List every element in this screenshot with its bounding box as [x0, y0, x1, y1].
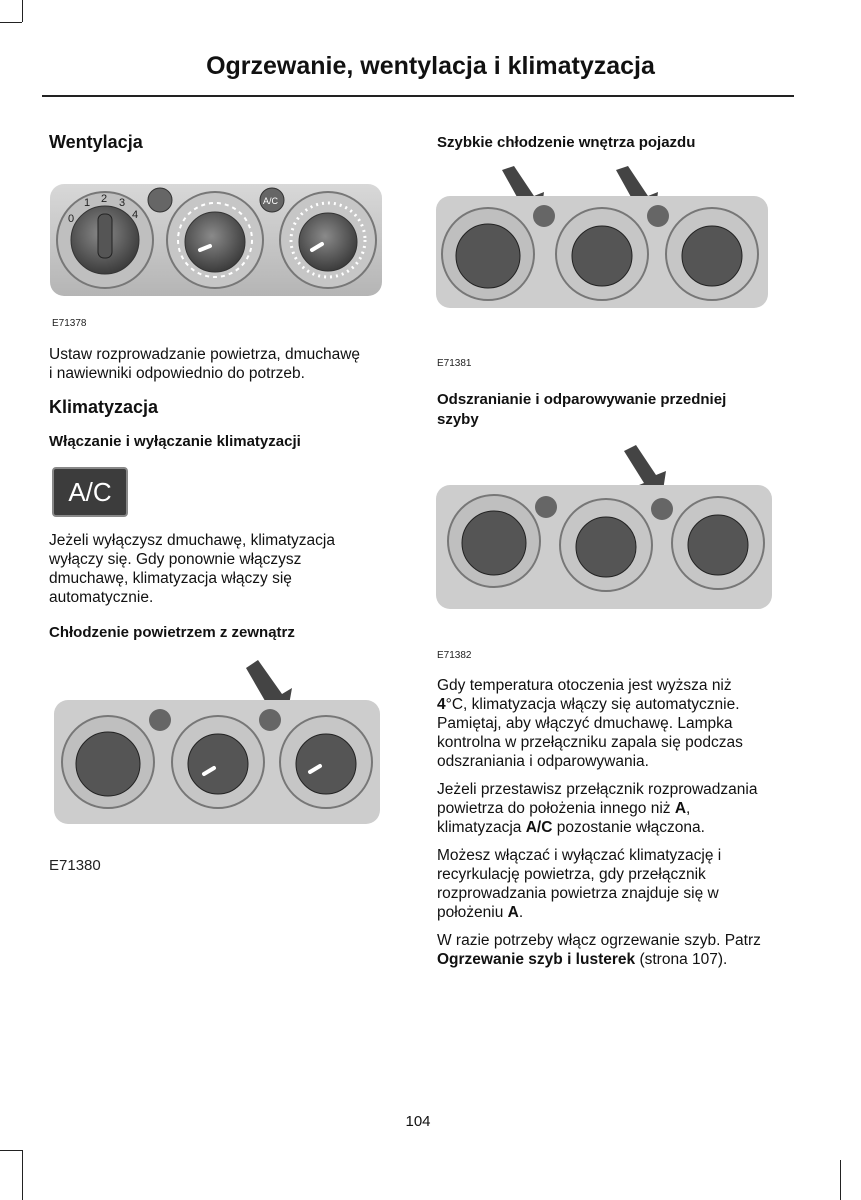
- text-line: recyrkulację powietrza, gdy przełącznik: [437, 866, 706, 883]
- text-line: Jeżeli wyłączysz dmuchawę, klimatyzacja: [49, 532, 335, 549]
- crop-mark: [0, 1150, 22, 1151]
- bold-text: A: [507, 904, 519, 921]
- paragraph-ventilation: [49, 345, 360, 383]
- text-line: [437, 950, 761, 969]
- subheading-outside-air: Chłodzenie powietrzem z zewnątrz: [49, 624, 295, 641]
- text-span: położeniu: [437, 904, 508, 921]
- text-line: W razie potrzeby włącz ogrzewanie szyb. Patrz: [437, 932, 761, 949]
- figure-id: E71378: [52, 318, 87, 329]
- paragraph-heating: [437, 931, 761, 969]
- crop-mark: [22, 0, 23, 22]
- heading-ac: Klimatyzacja: [49, 397, 159, 417]
- page-number: 104: [405, 1113, 431, 1130]
- ac-button-icon: A/C: [52, 467, 128, 517]
- text-line: odszraniania i odparowywania.: [437, 753, 649, 770]
- control-panel-figure-fast-cooling: [436, 166, 770, 312]
- paragraph-recirculation: [437, 846, 721, 922]
- text-line: [437, 818, 757, 837]
- text-line: wyłączy się. Gdy ponownie włączysz: [49, 551, 302, 568]
- crop-mark: [840, 1160, 841, 1200]
- bold-text: A: [674, 800, 687, 817]
- svg-text:2: 2: [101, 193, 108, 205]
- text-span: powietrza do położenia innego niż: [437, 800, 675, 817]
- text-line: Odszranianie i odparowywanie przedniej: [437, 391, 727, 408]
- subheading-defrost: [437, 390, 726, 430]
- text-line: kontrolna w przełączniku zapala się podczas: [437, 734, 743, 751]
- text-line: i nawiewniki odpowiednio do potrzeb.: [49, 365, 305, 382]
- text-span: klimatyzacja: [437, 819, 526, 836]
- heading-ventilation: Wentylacja: [49, 132, 143, 152]
- bold-text: A/C: [525, 819, 553, 836]
- text-span: °C, klimatyzacja włączy się automatycznie.: [445, 696, 740, 713]
- text-line: Możesz włączać i wyłączać klimatyzację i: [437, 847, 722, 864]
- air-distribution-knob: [280, 192, 376, 288]
- text-line: szyby: [437, 411, 479, 428]
- recirculation-button: [148, 188, 172, 212]
- page-title: Ogrzewanie, wentylacja i klimatyzacja: [206, 52, 655, 80]
- text-span: (strona 107).: [635, 951, 728, 968]
- svg-text:4: 4: [132, 209, 139, 221]
- text-line: dmuchawę, klimatyzacja włączy się: [49, 570, 292, 587]
- svg-text:0: 0: [68, 213, 75, 225]
- control-panel-figure-defrost: [436, 445, 776, 613]
- crop-mark: [22, 1150, 23, 1200]
- subheading-fast-cooling: Szybkie chłodzenie wnętrza pojazdu: [437, 134, 696, 151]
- figure-id: E71381: [437, 358, 472, 369]
- figure-id: E71382: [437, 650, 472, 661]
- paragraph-switch: [437, 780, 757, 837]
- svg-text:3: 3: [119, 197, 126, 209]
- text-line: [437, 903, 721, 922]
- crop-mark: [0, 22, 22, 23]
- text-span: .: [518, 904, 524, 921]
- text-line: Jeżeli przestawisz przełącznik rozprowadzania: [437, 781, 758, 798]
- control-panel-figure-ventilation: [50, 178, 382, 310]
- text-line: Ustaw rozprowadzanie powietrza, dmuchawę: [49, 346, 361, 363]
- text-line: rozprowadzania powietrza znajduje się w: [437, 885, 719, 902]
- text-span: ,: [686, 800, 691, 817]
- subheading-ac-onoff: Włączanie i wyłączanie klimatyzacji: [49, 433, 301, 450]
- text-line: automatycznie.: [49, 589, 154, 606]
- bold-text: 4: [437, 696, 446, 713]
- text-line: [437, 695, 743, 714]
- control-panel-figure-outside-air: [50, 660, 382, 830]
- title-divider: [42, 95, 794, 97]
- fan-knob: [57, 192, 153, 288]
- figure-id: E71380: [49, 857, 101, 874]
- paragraph-temperature: [437, 676, 743, 771]
- text-line: Gdy temperatura otoczenia jest wyższa niż: [437, 677, 732, 694]
- temperature-knob: [167, 192, 263, 288]
- svg-text:1: 1: [84, 197, 91, 209]
- text-line: [437, 799, 757, 818]
- cross-reference-link[interactable]: Ogrzewanie szyb i lusterek: [437, 951, 636, 968]
- text-line: Pamiętaj, aby włączyć dmuchawę. Lampka: [437, 715, 733, 732]
- text-span: pozostanie włączona.: [552, 819, 705, 836]
- paragraph-blower: [49, 531, 335, 607]
- svg-text:A/C: A/C: [263, 196, 279, 206]
